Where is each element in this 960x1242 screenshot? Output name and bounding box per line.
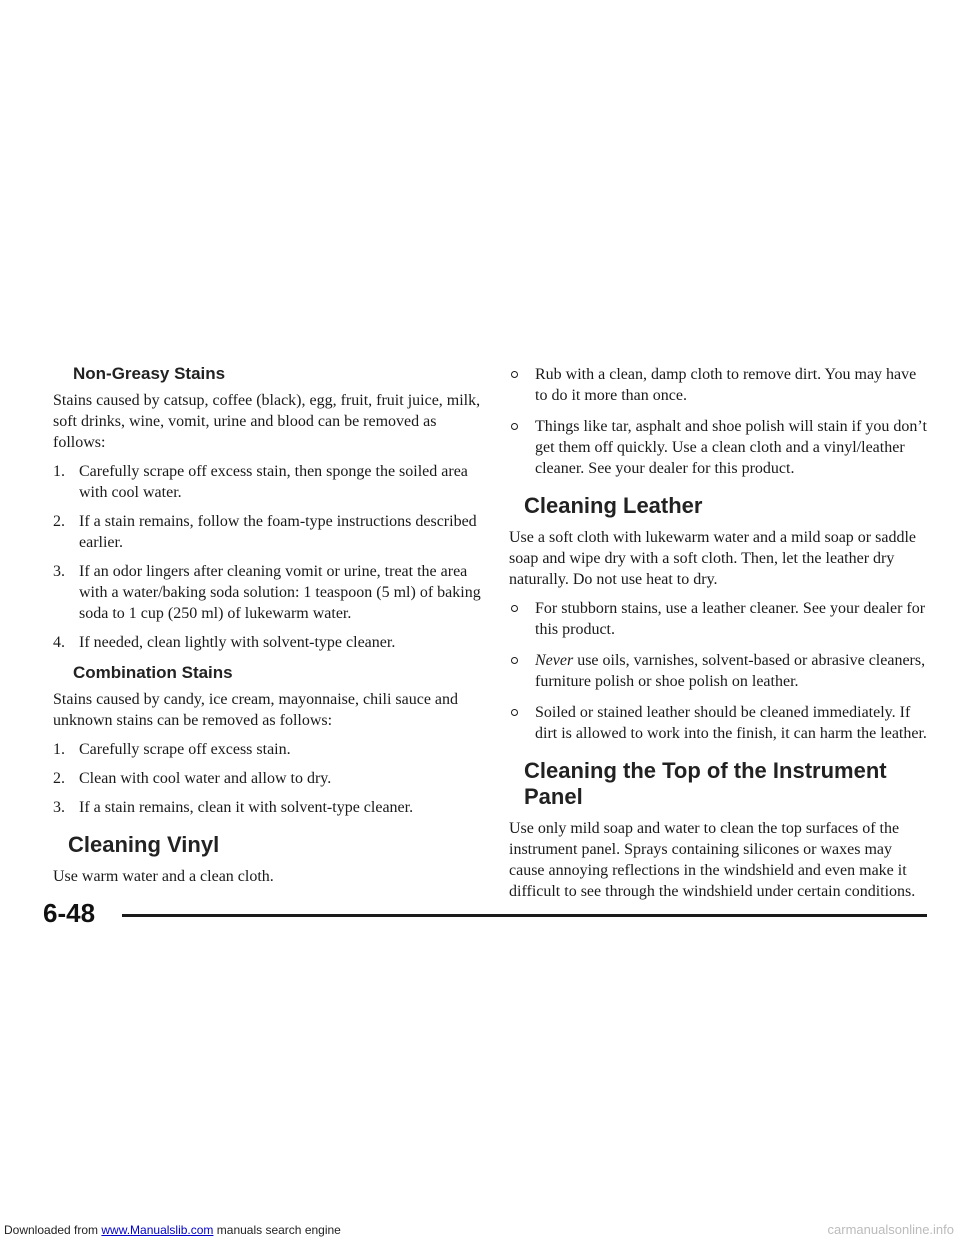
vinyl-text: Use warm water and a clean cloth.: [53, 868, 274, 885]
list-item: [53, 461, 483, 503]
bullet-icon: [511, 657, 518, 664]
step-text: Carefully scrape off excess stain.: [79, 741, 291, 758]
step-number: 1.: [53, 463, 65, 480]
step-text: If needed, clean lightly with solvent-type cleaner.: [79, 634, 396, 651]
instrument-panel-text: Use only mild soap and water to clean the top surfaces of the instrument panel. Sprays containing silicones or waxes may cause annoying reflections in the windshield and even make it difficult to see through the windshield under certain conditions.: [509, 820, 916, 900]
heading-non-greasy-stains: Non-Greasy Stains: [73, 364, 226, 383]
non-greasy-intro: Stains caused by catsup, coffee (black), egg, fruit, fruit juice, milk, soft drinks, wine, vomit, urine and blood can be removed as follows:: [53, 392, 481, 451]
list-item: [53, 511, 483, 553]
list-item: [53, 632, 483, 653]
list-item: [53, 768, 483, 789]
left-column: [53, 364, 483, 895]
bullet-text: Rub with a clean, damp cloth to remove dirt. You may have to do it more than once.: [535, 366, 917, 404]
emphasis-never: Never: [535, 652, 574, 669]
bullet-text: Soiled or stained leather should be cleaned immediately. If dirt is allowed to work into the finish, it can harm the leather.: [535, 704, 927, 742]
step-number: 4.: [53, 634, 65, 651]
list-item: [53, 797, 483, 818]
bullet-text: Things like tar, asphalt and shoe polish will stain if you don’t get them off quickly. Use a clean cloth and a vinyl/leather cleaner. See your dealer for this product.: [535, 418, 927, 477]
manualslib-link[interactable]: www.Manualslib.com: [101, 1223, 214, 1237]
heading-cleaning-leather: Cleaning Leather: [524, 493, 703, 518]
watermark: carmanualsonline.info: [827, 1222, 954, 1237]
list-item: [53, 739, 483, 760]
bullet-icon: [511, 371, 518, 378]
bullet-icon: [511, 605, 518, 612]
step-text: Clean with cool water and allow to dry.: [79, 770, 332, 787]
bullet-icon: [511, 423, 518, 430]
list-item: [509, 702, 927, 744]
footer-rule: [122, 914, 927, 917]
bullet-icon: [511, 709, 518, 716]
step-number: 2.: [53, 770, 65, 787]
vinyl-bullets: [509, 364, 927, 479]
footer-prefix: Downloaded from: [4, 1223, 102, 1237]
list-item: [53, 561, 483, 624]
right-column: [509, 364, 927, 910]
list-item: [509, 650, 927, 692]
step-text: If a stain remains, clean it with solvent-type cleaner.: [79, 799, 414, 816]
step-number: 3.: [53, 799, 65, 816]
heading-instrument-panel: Cleaning the Top of the Instrument Panel: [524, 758, 887, 809]
download-footer: [0, 1222, 960, 1242]
step-number: 1.: [53, 741, 65, 758]
footer-suffix: manuals search engine: [213, 1223, 341, 1237]
list-item: [509, 416, 927, 479]
step-number: 3.: [53, 563, 65, 580]
non-greasy-steps: [53, 461, 483, 653]
heading-combination-stains: Combination Stains: [73, 663, 233, 682]
step-text: If a stain remains, follow the foam-type instructions described earlier.: [79, 513, 477, 551]
list-item: [509, 364, 927, 406]
bullet-text: use oils, varnishes, solvent-based or abrasive cleaners, furniture polish or shoe polish on leather.: [535, 652, 926, 690]
leather-text: Use a soft cloth with lukewarm water and a mild soap or saddle soap and wipe dry with a soft cloth. Then, let the leather dry naturally. Do not use heat to dry.: [509, 529, 916, 588]
combination-intro: Stains caused by candy, ice cream, mayonnaise, chili sauce and unknown stains can be removed as follows:: [53, 691, 459, 729]
list-item: [509, 598, 927, 640]
step-number: 2.: [53, 513, 65, 530]
leather-bullets: [509, 598, 927, 744]
step-text: Carefully scrape off excess stain, then sponge the soiled area with cool water.: [79, 463, 468, 501]
bullet-text: For stubborn stains, use a leather cleaner. See your dealer for this product.: [535, 600, 926, 638]
combination-steps: [53, 739, 483, 818]
footer-text: [4, 1220, 341, 1240]
step-text: If an odor lingers after cleaning vomit or urine, treat the area with a water/baking soda solution: 1 teaspoon (5 ml) of baking soda to 1 cup (250 ml) of lukewarm water.: [79, 563, 481, 622]
page-number: 6-48: [43, 898, 96, 928]
heading-cleaning-vinyl: Cleaning Vinyl: [68, 832, 220, 857]
